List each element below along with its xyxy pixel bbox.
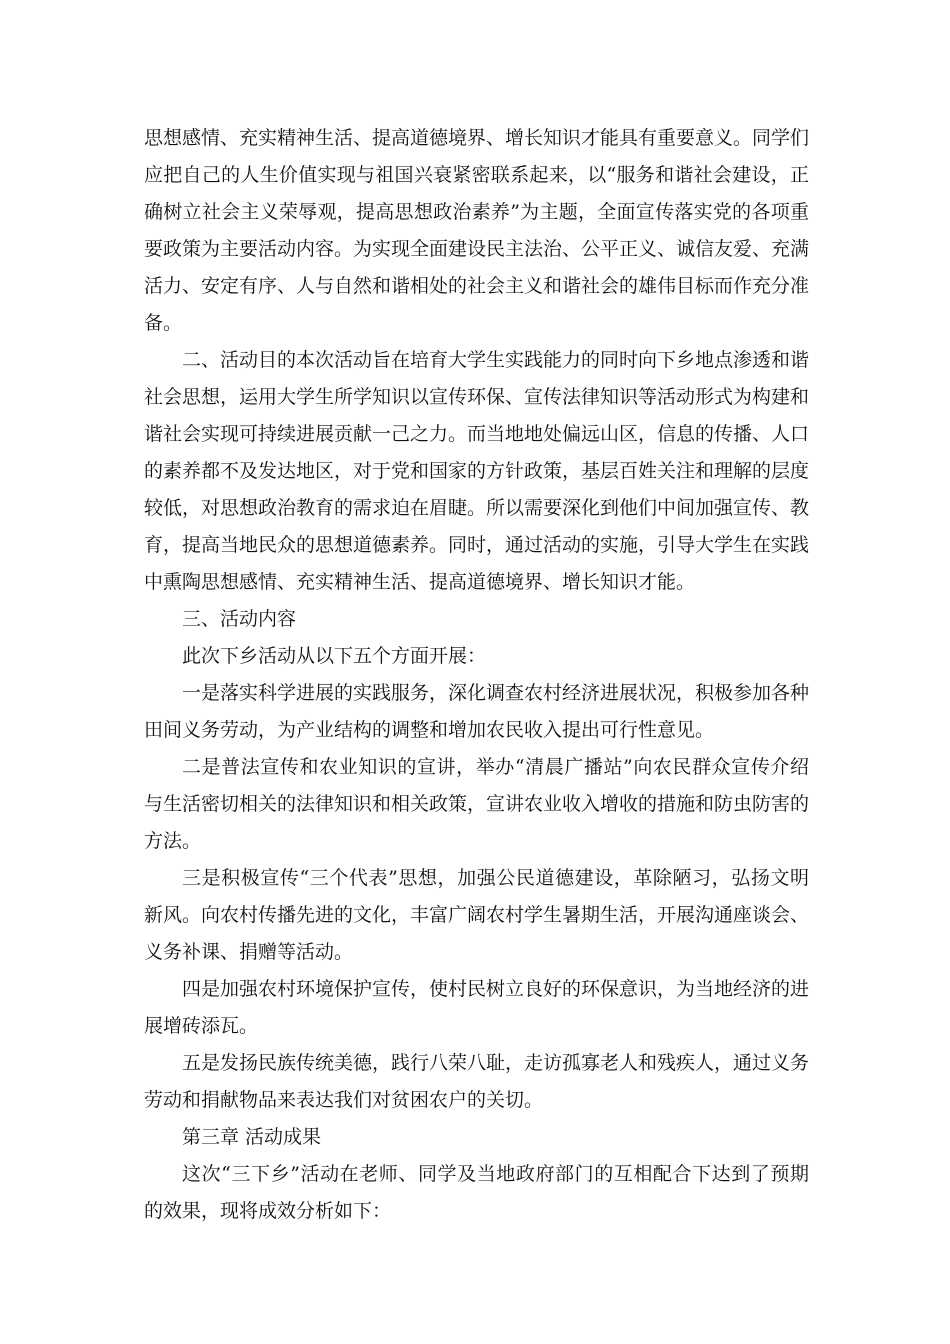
paragraph-five-aspects-intro: 此次下乡活动从以下五个方面开展： xyxy=(182,645,487,667)
document-body xyxy=(144,120,809,1230)
paragraph-aspect-one: 一是落实科学进展的实践服务，深化调查农村经济进展状况，积极参加各种田间义务劳动，为产业结构的调整和增加农民收入提出可行性意见。 xyxy=(144,682,810,741)
paragraph-intro-continued: 思想感情、充实精神生活、提高道德境界、增长知识才能具有重要意义。同学们应把自己的人生价值实现与祖国兴衰紧密联系起来，以“服务和谐社会建设，正确树立社会主义荣辱观，提高思想政治素养”为主题，全面宣传落实党的各项重要政策为主要活动内容。为实现全面建设民主法治、公平正义、诚信友爱、充满活力、安定有序、人与自然和谐相处的社会主义和谐社会的雄伟目标而作充分准备。 xyxy=(144,127,810,334)
paragraph-aspect-three: 三是积极宣传“三个代表”思想，加强公民道德建设，革除陋习，弘扬文明新风。向农村传播先进的文化，丰富广阔农村学生暑期生活，开展沟通座谈会、义务补课、捐赠等活动。 xyxy=(144,867,810,963)
paragraph-aspect-four: 四是加强农村环境保护宣传，使村民树立良好的环保意识，为当地经济的进展增砖添瓦。 xyxy=(144,978,810,1037)
chapter-heading-activity-results: 第三章 活动成果 xyxy=(182,1126,322,1148)
paragraph-aspect-two: 二是普法宣传和农业知识的宣讲，举办“清晨广播站”向农民群众宣传介绍与生活密切相关的法律知识和相关政策，宣讲农业收入增收的措施和防虫防害的方法。 xyxy=(144,756,810,852)
paragraph-aspect-five: 五是发扬民族传统美德，践行八荣八耻，走访孤寡老人和残疾人，通过义务劳动和捐献物品来表达我们对贫困农户的关切。 xyxy=(144,1052,810,1111)
paragraph-results-intro: 这次“三下乡”活动在老师、同学及当地政府部门的互相配合下达到了预期的效果，现将成效分析如下： xyxy=(144,1163,809,1222)
section-heading-activity-content: 三、活动内容 xyxy=(182,608,297,630)
paragraph-activity-purpose: 二、活动目的本次活动旨在培育大学生实践能力的同时向下乡地点渗透和谐社会思想，运用大学生所学知识以宣传环保、宣传法律知识等活动形式为构建和谐社会实现可持续进展贡献一己之力。而当地地处偏远山区，信息的传播、人口的素养都不及发达地区，对于党和国家的方针政策，基层百姓关注和理解的层度较低，对思想政治教育的需求迫在眉睫。所以需要深化到他们中间加强宣传、教育，提高当地民众的思想道德素养。同时，通过活动的实施，引导大学生在实践中熏陶思想感情、充实精神生活、提高道德境界、增长知识才能。 xyxy=(144,349,810,593)
